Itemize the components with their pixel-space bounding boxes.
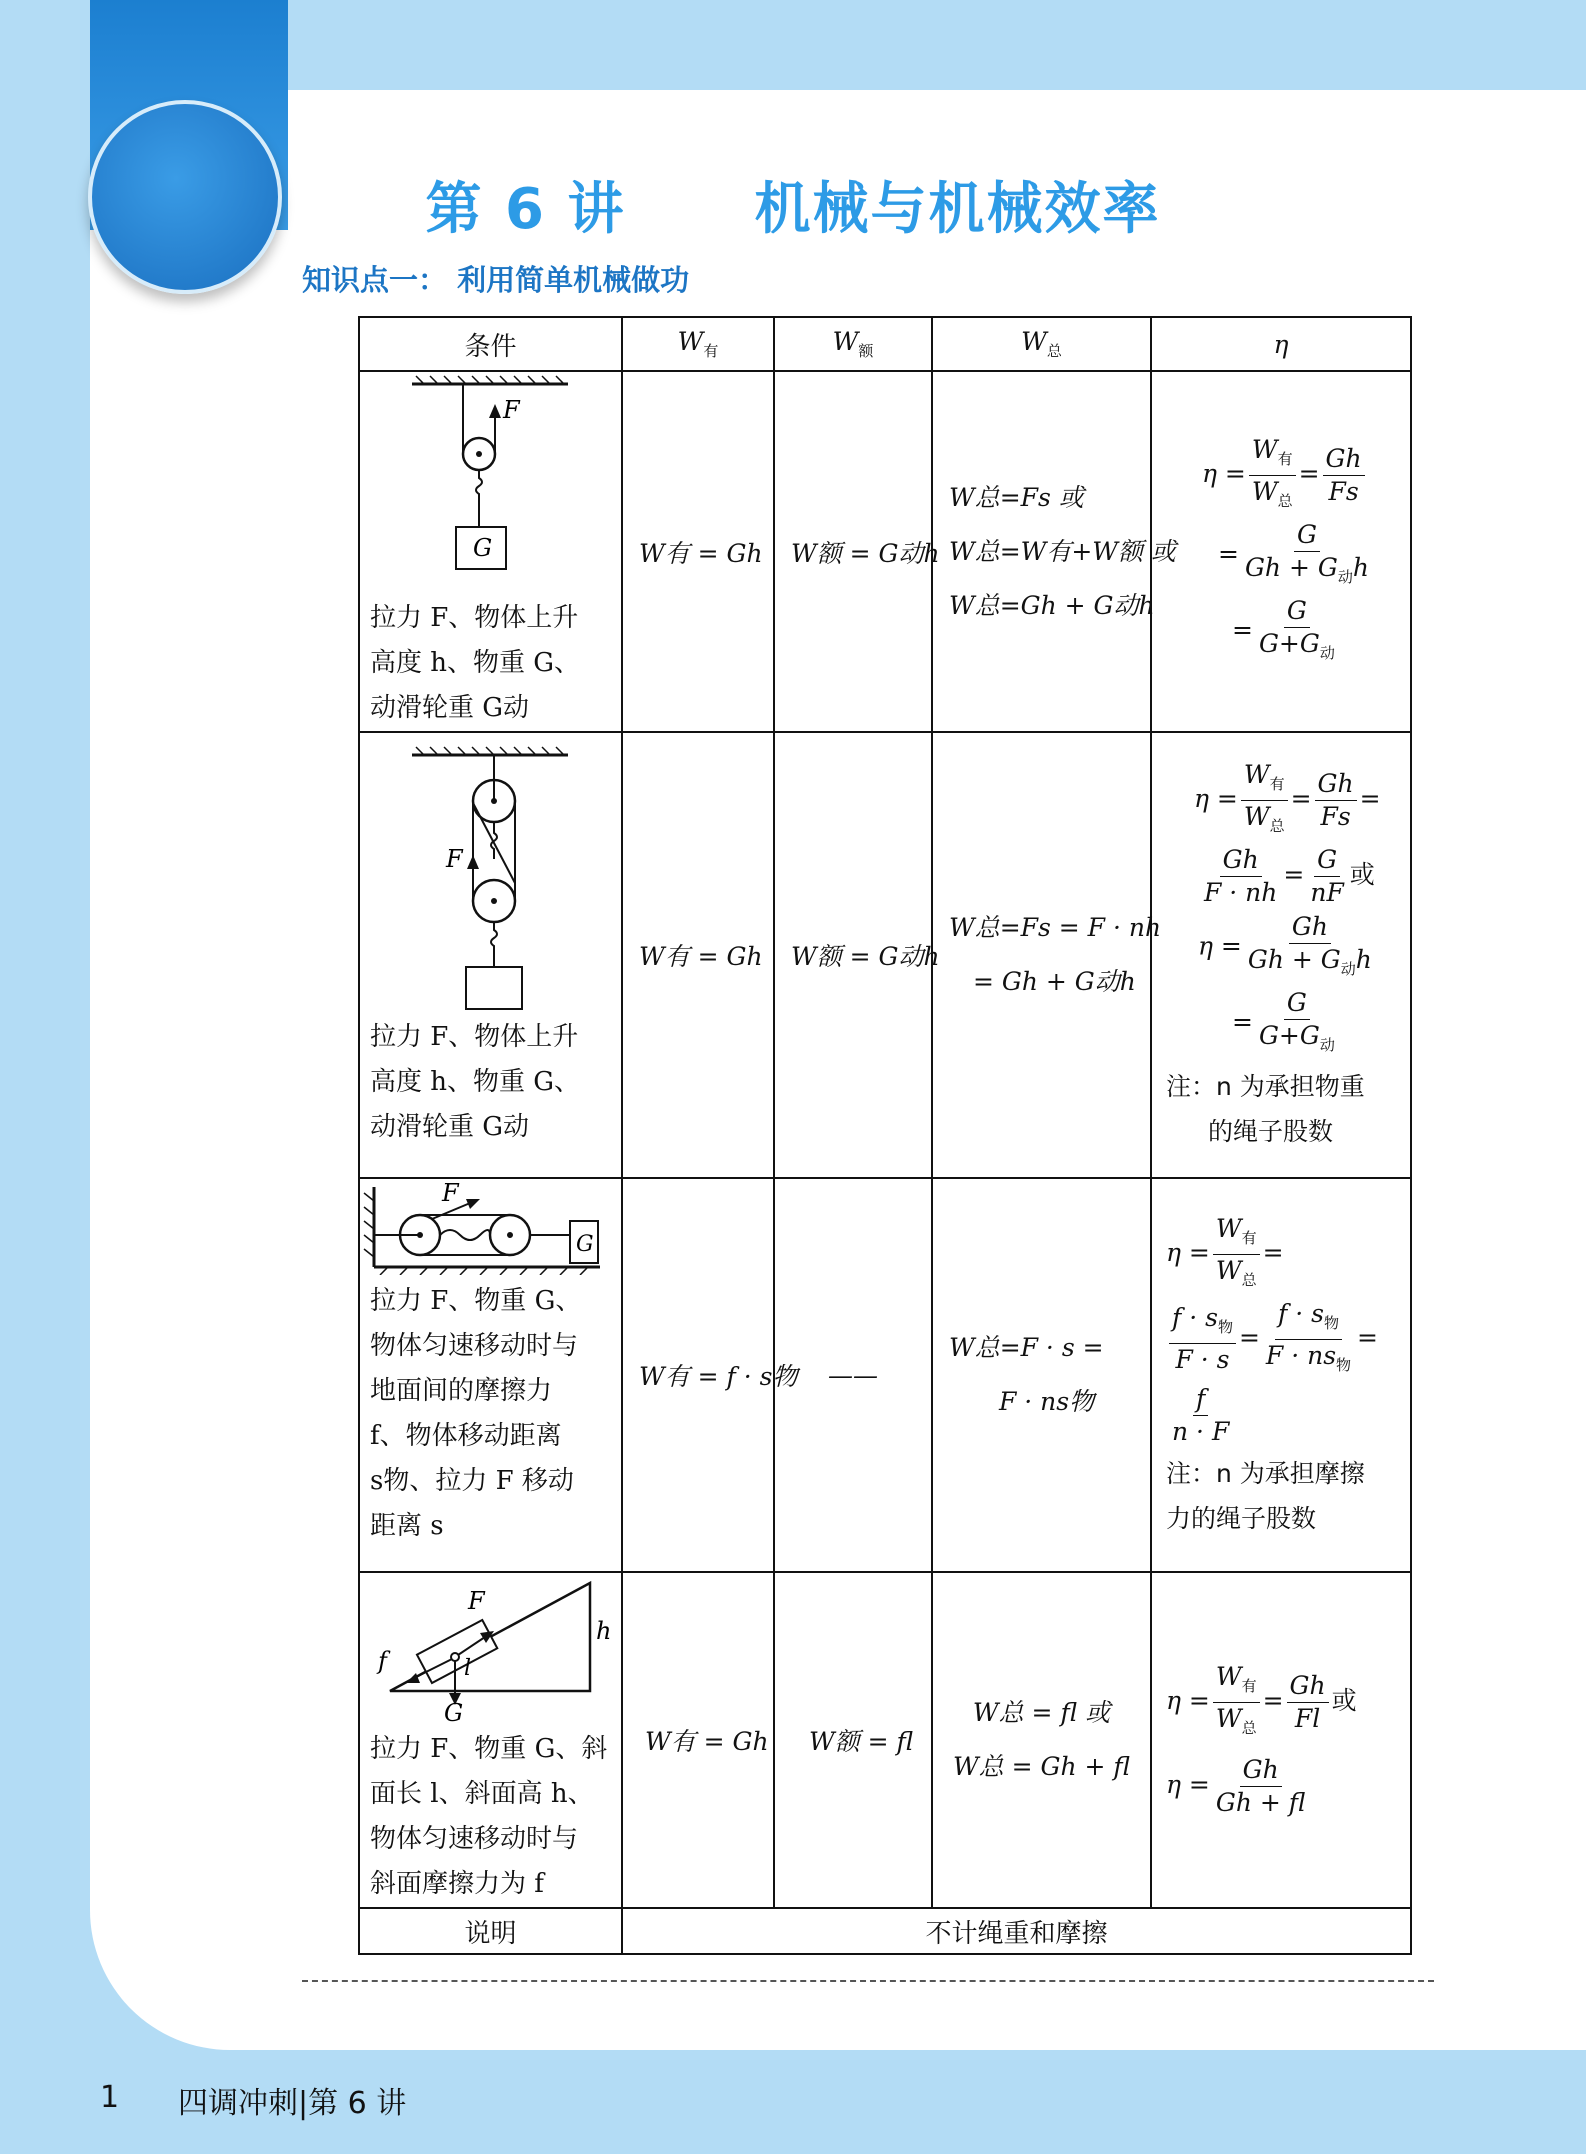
table-row [359, 1178, 1411, 1572]
condition-text: 拉力 F、物体上升 高度 h、物重 G、 动滑轮重 G动 [370, 1022, 581, 1142]
w-total-cell: W总 = fl 或 W总 = Gh + fl [932, 1572, 1151, 1908]
movable-pulley-diagram [360, 372, 619, 592]
footer-note: 不计绳重和摩擦 [622, 1908, 1411, 1954]
condition-cell [359, 1572, 622, 1908]
eta-cell: η = $\frac{W_有}{W_总}$ = $\frac{Gh}{Fs}$ = $\frac{G}{Gh + G_动h}$ = $\frac{G}{G+G_动}$ [1151, 371, 1411, 732]
header-w-extra: $W_额$ [774, 317, 932, 371]
footer-text: 四调冲刺|第 6 讲 [178, 2086, 407, 2121]
header-w-total: $W_总$ [932, 317, 1151, 371]
w-extra-cell: W额 = fl [774, 1572, 932, 1908]
svg-text:F: F [442, 1179, 459, 1207]
header-w-useful: $W_有$ [622, 317, 774, 371]
svg-text:F: F [446, 845, 463, 873]
eta-cell: η = $\frac{W_有}{W_总}$ = $\frac{Gh}{Fs}$ = $\frac{Gh}{F \cdot nh}$ = $\frac{G}{nF}$ 或 η = $\frac{Gh}{Gh + G_动h}$ = $\frac{G}{G+G_动}$ 注：n 为承担物重 的绳子股数 [1151, 732, 1411, 1178]
footer-row [359, 1908, 1411, 1954]
eta-cell: η = $\frac{W_有}{W_总}$ = $\frac{Gh}{Fl}$ 或 η = $\frac{Gh}{Gh + fl}$ [1151, 1572, 1411, 1908]
condition-text: 拉力 F、物体上升 高度 h、物重 G、 动滑轮重 G动 [370, 603, 581, 723]
incline-diagram [360, 1573, 619, 1723]
page-number: 1 [100, 2080, 120, 2115]
svg-text:h: h [596, 1617, 612, 1645]
svg-text:f: f [378, 1647, 387, 1675]
w-useful-cell: W有 = Gh [622, 371, 774, 732]
horizontal-pulley-diagram [360, 1179, 619, 1275]
svg-text:G: G [576, 1232, 594, 1257]
condition-text: 拉力 F、物重 G、斜 面长 l、斜面高 h、 物体匀速移动时与 斜面摩擦力为 f [370, 1734, 608, 1899]
svg-text:G: G [473, 534, 493, 562]
condition-cell [359, 732, 622, 1178]
w-useful-cell: W有 = f · s物 [622, 1178, 774, 1572]
header-eta: η [1151, 317, 1411, 371]
svg-text:F: F [503, 396, 520, 424]
w-total-cell: W总=F · s = F · ns物 [932, 1178, 1151, 1572]
w-extra-cell: —— [774, 1178, 932, 1572]
w-useful-cell: W有 = Gh [622, 1572, 774, 1908]
table-row [359, 732, 1411, 1178]
dashed-divider [302, 1980, 1434, 1982]
svg-text:G: G [444, 1699, 464, 1723]
header-row [359, 317, 1411, 371]
pulley-block-diagram [360, 733, 619, 1011]
page-title: 第 6 讲 机械与机械效率 [425, 177, 1161, 242]
header-condition: 条件 [359, 317, 622, 371]
condition-cell [359, 371, 622, 732]
section-subtitle: 知识点一： 利用简单机械做功 [302, 263, 690, 297]
eta-cell: η = $\frac{W_有}{W_总}$ = $\frac{f \cdot s_物}{F \cdot s}$ = $\frac{f \cdot s_物}{F \cdot ns_物}$ = $\frac{f}{n \cdot F}$ 注：n 为承担摩擦 力的绳子股数 [1151, 1178, 1411, 1572]
w-total-cell: W总=Fs = F · nh = Gh + G动h [932, 732, 1151, 1178]
condition-cell [359, 1178, 622, 1572]
w-extra-cell: W额 = G动h [774, 371, 932, 732]
condition-text: 拉力 F、物重 G、 物体匀速移动时与 地面间的摩擦力 f、物体移动距离 s物、拉力 F 移动 距离 s [370, 1286, 582, 1541]
w-total-cell: W总=Fs 或 W总=W有+W额 或 W总=Gh + G动h [932, 371, 1151, 732]
table-row [359, 371, 1411, 732]
footer-label: 说明 [359, 1908, 622, 1954]
w-useful-cell: W有 = Gh [622, 732, 774, 1178]
table-row [359, 1572, 1411, 1908]
formula-table [358, 316, 1412, 1955]
svg-text:F: F [468, 1587, 485, 1615]
svg-text:l: l [464, 1656, 472, 1681]
w-extra-cell: W额 = G动h [774, 732, 932, 1178]
